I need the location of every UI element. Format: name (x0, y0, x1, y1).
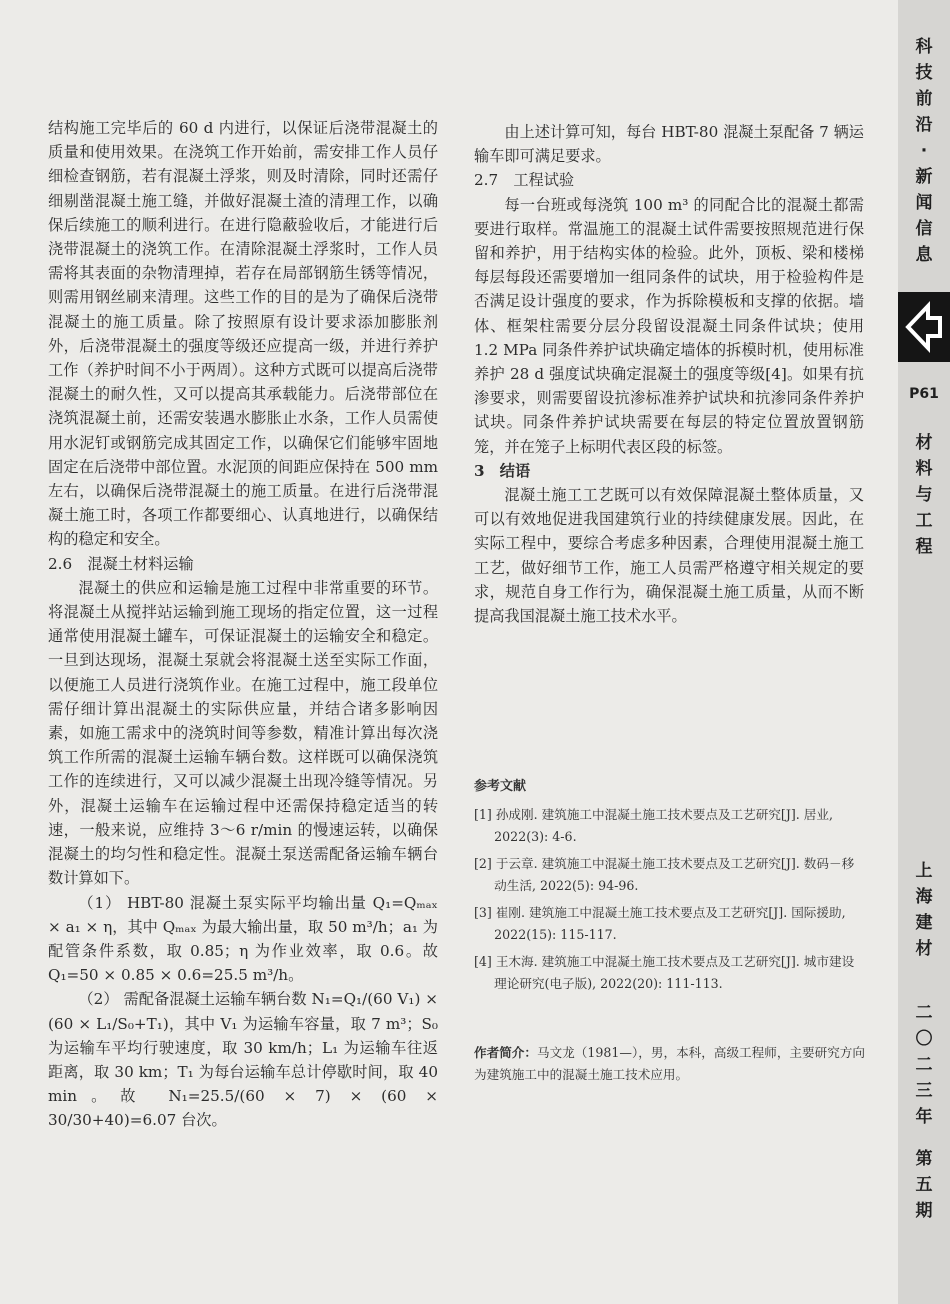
paragraph: 每一台班或每浇筑 100 m³ 的同配合比的混凝土都需要进行取样。常温施工的混凝土试件需要按照规范进行保留和养护，用于结构实体的检验。此外，顶板、梁和楼梯每层每段还需要增加一组同条件的试块，用于检验构件是否满足设计强度的要求，作为拆除模板和支撑的依据。墙体、框架柱需要分层分段留设混凝土同条件试块；使用 1.2 MPa 同条件养护试块确定墙体的拆模时机，使用标准养护 28 d 强度试块确定混凝土的强度等级[4]。如果有抗渗要求，则需要留设抗渗标准养护试块和抗渗同条件养护试块。同条件养护试块需要在每层的特定位置放置钢筋笼，并在笼子上标明代表区段的标签。 (474, 195, 864, 456)
page-number: P61 (909, 386, 939, 402)
vertical-text: 材料与工程 (915, 433, 933, 557)
vertical-text: 二〇二三年 (915, 1003, 933, 1127)
author-bio (474, 1042, 870, 1086)
paragraph: （2） 需配备混凝土运输车辆台数 N₁=Q₁/(60 V₁) × (60 × L₁/S₀+T₁)，其中 V₁ 为运输车容量，取 7 m³；S₀ 为运输车平均行驶速度，取 30 km/h；L₁ 为运输车往返距离，取 30 km；T₁ 为每台运输车总计停歇时间，取 40 min。故 N₁=25.5/(60 × 7) × (60 × 30/30+40)=6.07 台次。 (48, 990, 438, 1130)
paragraph: 混凝土施工工艺既可以有效保障混凝土整体质量，又可以有效地促进我国建筑行业的持续健康发展。因此，在实际工程中，要综合考虑多种因素，合理使用混凝土施工工艺，做好细节工作，施工人员需严格遵守相关规定的要求，规范自身工作行为，确保混凝土施工质量，从而不断提高我国混凝土施工技术水平。 (474, 486, 864, 626)
left-column (48, 116, 438, 1133)
section-heading-2-6: 2.6 混凝土材料运输 (48, 554, 194, 573)
vertical-text: 第五期 (915, 1149, 933, 1221)
sidebar-section-mid (898, 430, 950, 560)
right-column (474, 120, 864, 628)
sidebar-journal-name (898, 858, 950, 962)
reference-item: [2] 于云章. 建筑施工中混凝土施工技术要点及工艺研究[J]. 数码－移动生活, 2022(5): 94-96. (474, 856, 855, 893)
reference-item: [3] 崔刚. 建筑施工中混凝土施工技术要点及工艺研究[J]. 国际援助, 2022(15): 115-117. (474, 905, 846, 942)
sidebar-section-top (898, 34, 950, 268)
reference-item: [4] 王木海. 建筑施工中混凝土施工技术要点及工艺研究[J]. 城市建设理论研究(电子版), 2022(20): 111-113. (474, 954, 855, 991)
section-heading-3: 3 结语 (474, 461, 531, 480)
reference-item: [1] 孙成刚. 建筑施工中混凝土施工技术要点及工艺研究[J]. 居业, 2022(3): 4-6. (474, 807, 833, 844)
paragraph: 结构施工完毕后的 60 d 内进行，以保证后浇带混凝土的质量和使用效果。在浇筑工作开始前，需安排工作人员仔细检查钢筋，若有混凝土浮浆，则及时清除，同时还需仔细剔凿混凝土施工缝，并做好混凝土渣的清理工作，以确保后续施工的顺利进行。在进行隐蔽验收后，才能进行后浇带混凝土的浇筑工作。在清除混凝土浮浆时，工作人员需将其表面的杂物清理掉，若存在局部钢筋生锈等情况，则需用钢丝刷来清理。这些工作的目的是为了确保后浇带混凝土的施工质量。除了按照原有设计要求添加膨胀剂外，后浇带混凝土的强度等级还应提高一级，并进行养护工作（养护时间不小于两周）。这种方式既可以提高后浇带混凝土的耐久性，又可以提高其承载能力。后浇带部位在浇筑混凝土前，还需安装遇水膨胀止水条，工作人员需使用水泥钉或钢筋完成其固定工作，以确保它们能够牢固地固定在后浇带中部位置。水泥顶的间距应保持在 500 mm 左右，以确保后浇带混凝土的施工质量。在进行后浇带混凝土施工时，各项工作都要细心、认真地进行，以确保结构的稳定和安全。 (48, 119, 438, 549)
section-heading-2-7: 2.7 工程试验 (474, 171, 575, 190)
paragraph: 混凝土的供应和运输是施工过程中非常重要的环节。将混凝土从搅拌站运输到施工现场的指定位置，这一过程通常使用混凝土罐车，可保证混凝土的运输安全和稳定。一旦到达现场，混凝土泵就会将混凝土送至实际工作面，以便施工人员进行浇筑作业。在施工过程中，施工段单位需仔细计算出混凝土的实际供应量，并结合诸多影响因素，如施工需求中的浇筑时间等参数，精准计算出每次浇筑工作所需的混凝土运输车辆台数。这样既可以确保浇筑工作的连续进行，又可以减少混凝土出现冷缝等情况。另外，混凝土运输车在运输过程中还需保持稳定适当的转速，一般来说，应维持 3～6 r/min 的慢速运转，以确保混凝土的均匀性和稳定性。混凝土泵送需配备运输车辆台数计算如下。 (48, 578, 438, 888)
sidebar-year (898, 1000, 950, 1130)
author-bio-text: 马文龙（1981—），男，本科，高级工程师，主要研究方向为建筑施工中的混凝土施工技术应用。 (474, 1045, 865, 1082)
author-bio-label: 作者简介： (474, 1045, 537, 1060)
vertical-text: 科技前沿·新闻信息 (915, 37, 933, 265)
references (474, 776, 866, 1000)
references-title: 参考文献 (474, 779, 527, 794)
back-arrow-icon (898, 292, 950, 362)
sidebar-issue (898, 1146, 950, 1224)
paragraph: （1） HBT-80 混凝土泵实际平均输出量 Q₁=Qₘₐₓ × a₁ × η，其中 Qₘₐₓ 为最大输出量，取 50 m³/h；a₁ 为配管条件系数，取 0.85；η 为作业效率，取 0.6。故 Q₁=50 × 0.85 × 0.6=25.5 m³/h。 (48, 893, 438, 985)
journal-sidebar (898, 0, 950, 1304)
paragraph: 由上述计算可知，每台 HBT-80 混凝土泵配备 7 辆运输车即可满足要求。 (474, 123, 864, 166)
vertical-text: 上海建材 (915, 861, 933, 959)
